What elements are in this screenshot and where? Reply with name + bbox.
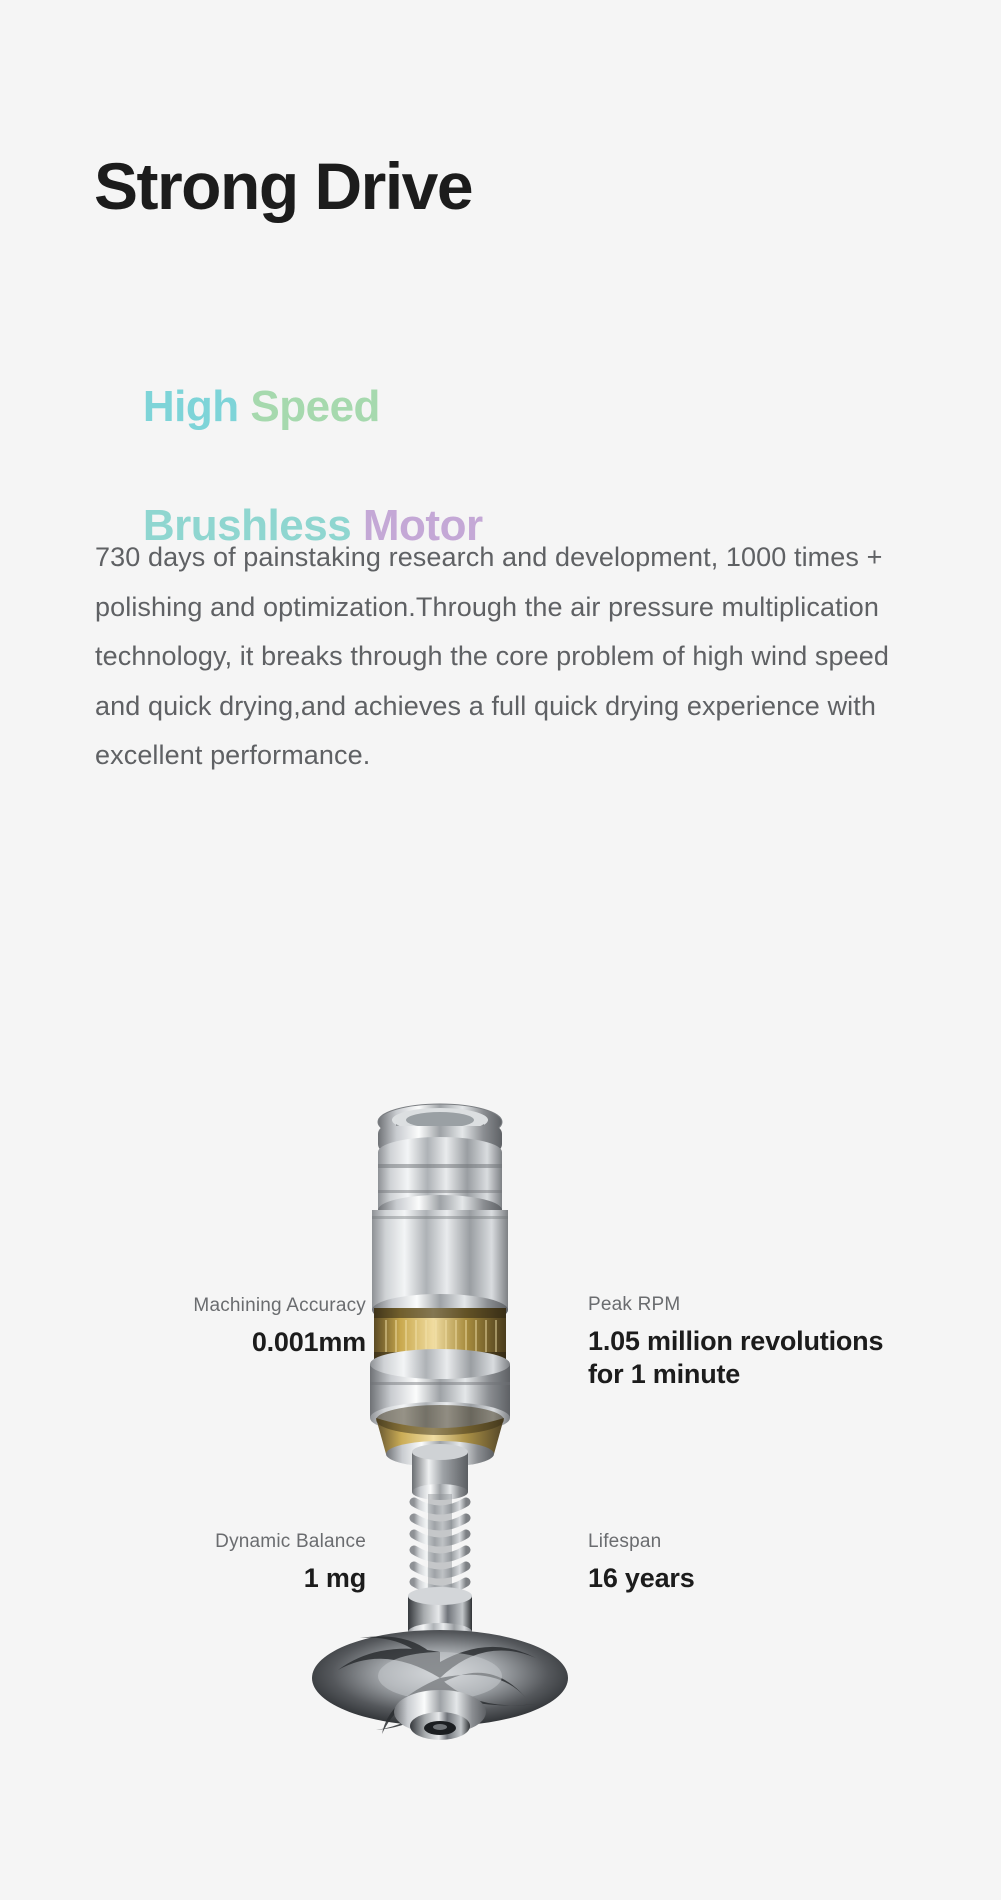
page-title: Strong Drive — [94, 149, 473, 223]
spec-value-machining-accuracy: 0.001mm — [251, 1326, 366, 1357]
spec-label-lifespan: Lifespan — [588, 1531, 662, 1552]
spec-label-dynamic-balance: Dynamic Balance — [215, 1531, 366, 1552]
spec-label-peak-rpm: Peak RPM — [588, 1294, 681, 1315]
spec-peak-rpm — [588, 1292, 888, 1390]
spec-machining-accuracy — [146, 1293, 366, 1359]
subtitle-word-speed: Speed — [250, 382, 380, 432]
spec-label-machining-accuracy: Machining Accuracy — [193, 1295, 366, 1316]
motor-svg — [300, 1090, 580, 1790]
spec-lifespan — [588, 1529, 888, 1595]
subtitle-word-brushless: Brushless — [142, 501, 363, 551]
spec-value-lifespan: 16 years — [588, 1562, 695, 1593]
spec-value-peak-rpm: 1.05 million revolutions for 1 minute — [588, 1325, 884, 1389]
brushless-motor-illustration — [300, 1090, 580, 1790]
motor-impeller — [312, 1630, 568, 1740]
subtitle-word-high: High — [142, 382, 251, 432]
spec-dynamic-balance — [116, 1529, 366, 1595]
spec-value-dynamic-balance: 1 mg — [303, 1562, 366, 1593]
motor-shaft-collar — [412, 1444, 468, 1500]
subtitle-word-motor: Motor — [362, 501, 483, 551]
body-paragraph: 730 days of painstaking research and development, 1000 times + polishing and optimization.Through the air pressure multiplication technology, it breaks through the core problem of high wind speed and quick drying,and achieves a full quick drying experience with excellent performance. — [95, 542, 889, 770]
